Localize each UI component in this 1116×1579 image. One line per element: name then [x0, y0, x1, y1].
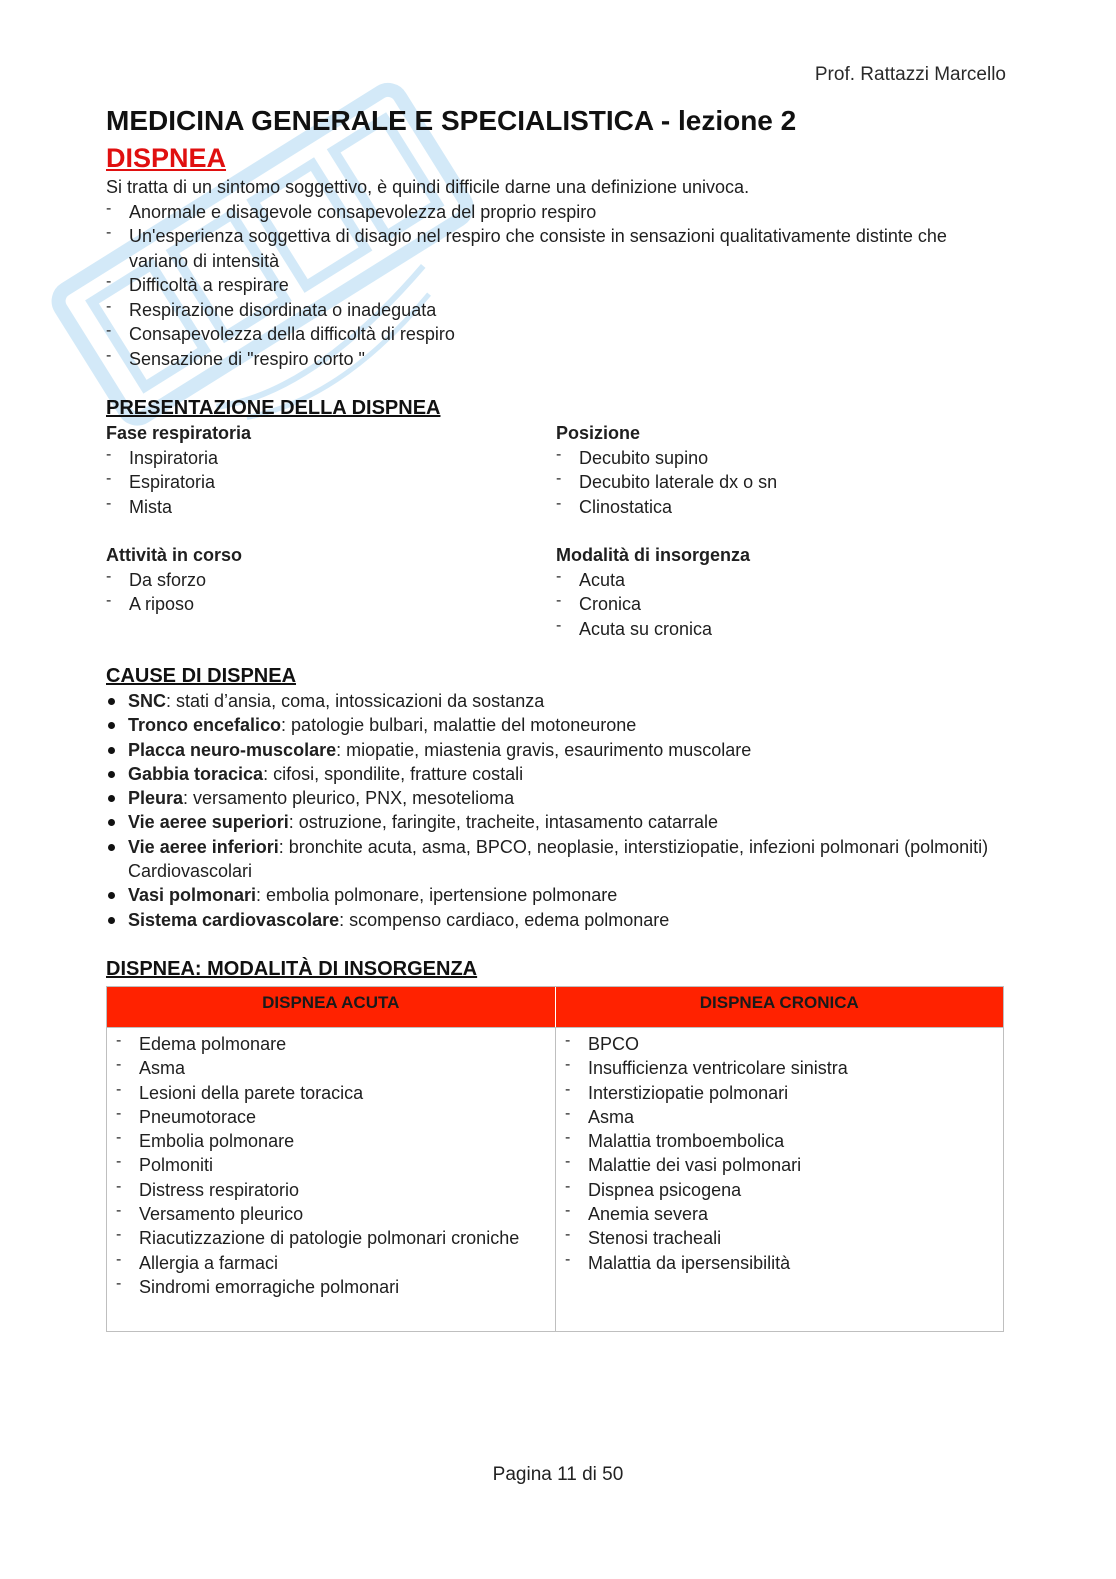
- definitions-list: [106, 200, 1006, 372]
- cause-desc: : scompenso cardiaco, edema polmonare: [339, 909, 670, 930]
- chronic-list: [565, 1032, 1003, 1275]
- list-item: - Distress respiratorio: [116, 1178, 555, 1202]
- list-item: - Anormale e disagevole consapevolezza del proprio respiro: [106, 200, 1006, 225]
- author-header: Prof. Rattazzi Marcello: [814, 64, 1006, 85]
- list-item: - Clinostatica: [556, 495, 1006, 520]
- cause-desc: : cifosi, spondilite, fratture costali: [263, 763, 524, 784]
- list-item: - Asma: [565, 1105, 1003, 1129]
- cause-item: [106, 908, 1006, 932]
- list-item: - Embolia polmonare: [116, 1129, 555, 1153]
- cause-desc: : stati d’ansia, coma, intossicazioni da sostanza: [166, 691, 545, 711]
- cause-term: Gabbia toracica: [128, 763, 264, 784]
- cause-desc: : ostruzione, faringite, tracheite, intasamento catarrale: [288, 812, 718, 833]
- causes-heading: CAUSE DI DISPNEA: [106, 665, 297, 687]
- posizione-list: [556, 446, 1006, 520]
- list-item: - Acuta: [556, 568, 1006, 593]
- modalita-list: [556, 568, 1006, 642]
- fase-list: [106, 446, 556, 520]
- cause-term: Vie aeree inferiori: [128, 836, 279, 857]
- chronic-header: DISPNEA CRONICA: [555, 987, 1004, 1027]
- attivita-title: Attività in corso: [106, 545, 243, 565]
- cause-item: [106, 883, 1006, 907]
- list-item: - Inspiratoria: [106, 446, 556, 471]
- cause-term: Tronco encefalico: [128, 715, 282, 736]
- chronic-cell: [555, 1028, 1003, 1331]
- cause-desc: : patologie bulbari, malattie del motoneurone: [281, 715, 637, 736]
- list-item: - Edema polmonare: [116, 1032, 555, 1056]
- list-item: - Polmoniti: [116, 1153, 555, 1177]
- list-item: - Anemia severa: [565, 1202, 1003, 1226]
- list-item: - BPCO: [565, 1032, 1003, 1056]
- acute-list: [116, 1032, 555, 1299]
- table-body-row: [107, 1027, 1003, 1331]
- onset-heading: DISPNEA: MODALITÀ DI INSORGENZA: [106, 957, 478, 980]
- list-item: - Riacutizzazione di patologie polmonari croniche: [116, 1226, 555, 1250]
- list-item: - Lesioni della parete toracica: [116, 1081, 555, 1105]
- cause-term: Vie aeree superiori: [128, 812, 289, 833]
- list-item: - Sensazione di "respiro corto ": [106, 347, 1006, 372]
- table-header-row: [107, 987, 1003, 1027]
- intro-paragraph: Si tratta di un sintomo soggettivo, è quindi difficile darne una definizione univoca.: [106, 177, 750, 197]
- list-item: - Decubito supino: [556, 446, 1006, 471]
- presentation-row-2: [106, 543, 1006, 641]
- list-item: - Pneumotorace: [116, 1105, 555, 1129]
- cause-term: Vasi polmonari: [128, 885, 257, 906]
- list-item: - Dispnea psicogena: [565, 1178, 1003, 1202]
- list-item: - Allergia a farmaci: [116, 1251, 555, 1275]
- modalita-title: Modalità di insorgenza: [556, 545, 751, 565]
- attivita-list: [106, 568, 556, 617]
- list-item: - Versamento pleurico: [116, 1202, 555, 1226]
- cause-item: [106, 689, 1006, 713]
- page-content: [106, 103, 1006, 1332]
- cause-term: Sistema cardiovascolare: [128, 909, 340, 930]
- list-item: - Malattia tromboembolica: [565, 1129, 1003, 1153]
- list-item: - Asma: [116, 1056, 555, 1080]
- presentation-heading: PRESENTAZIONE DELLA DISPNEA: [106, 397, 441, 419]
- cause-desc: : embolia polmonare, ipertensione polmonare: [256, 885, 618, 906]
- list-item: - Interstiziopatie polmonari: [565, 1081, 1003, 1105]
- list-item: - Sindromi emorragiche polmonari: [116, 1275, 555, 1299]
- list-item: - Da sforzo: [106, 568, 556, 593]
- list-item: - Malattia da ipersensibilità: [565, 1251, 1003, 1275]
- cause-term: SNC: [128, 691, 167, 711]
- list-item: - Stenosi tracheali: [565, 1226, 1003, 1250]
- list-item: - Malattie dei vasi polmonari: [565, 1153, 1003, 1177]
- list-item: - A riposo: [106, 592, 556, 617]
- cause-item: [106, 738, 1006, 762]
- cause-item: [106, 810, 1006, 834]
- onset-table: [106, 986, 1004, 1332]
- list-item: - Respirazione disordinata o inadeguata: [106, 298, 1006, 323]
- acute-cell: [107, 1028, 555, 1331]
- cause-term: Placca neuro-muscolare: [128, 739, 337, 760]
- modalita-column: [556, 543, 1006, 641]
- cause-desc: : versamento pleurico, PNX, mesotelioma: [183, 788, 515, 809]
- page-footer: Pagina 11 di 50: [492, 1464, 624, 1485]
- posizione-title: Posizione: [556, 423, 641, 443]
- list-item: - Un'esperienza soggettiva di disagio nel respiro che consiste in sensazioni qualitativamente distinte che variano di intensità: [106, 224, 1006, 273]
- cause-item: [106, 786, 1006, 810]
- cause-item: [106, 835, 1006, 884]
- cause-item: [106, 713, 1006, 737]
- list-item: - Cronica: [556, 592, 1006, 617]
- list-item: - Consapevolezza della difficoltà di respiro: [106, 322, 1006, 347]
- list-item: - Mista: [106, 495, 556, 520]
- fase-column: [106, 421, 556, 519]
- cause-term: Pleura: [128, 788, 184, 809]
- causes-list: [106, 689, 1006, 932]
- list-item: - Insufficienza ventricolare sinistra: [565, 1056, 1003, 1080]
- acute-header: DISPNEA ACUTA: [262, 992, 400, 1012]
- presentation-row-1: [106, 421, 1006, 519]
- list-item: - Espiratoria: [106, 470, 556, 495]
- posizione-column: [556, 421, 1006, 519]
- list-item: - Acuta su cronica: [556, 617, 1006, 642]
- cause-item: [106, 762, 1006, 786]
- cause-desc: : bronchite acuta, asma, BPCO, neoplasie, interstiziopatie, infezioni polmonari (polmoniti) Cardiovascolari: [128, 836, 989, 882]
- list-item: - Difficoltà a respirare: [106, 273, 1006, 298]
- fase-title: Fase respiratoria: [106, 423, 252, 443]
- list-item: - Decubito laterale dx o sn: [556, 470, 1006, 495]
- main-heading: DISPNEA: [106, 143, 227, 173]
- document-title: MEDICINA GENERALE E SPECIALISTICA - lezione 2: [106, 105, 797, 136]
- cause-desc: : miopatie, miastenia gravis, esaurimento muscolare: [336, 739, 752, 760]
- attivita-column: [106, 543, 556, 641]
